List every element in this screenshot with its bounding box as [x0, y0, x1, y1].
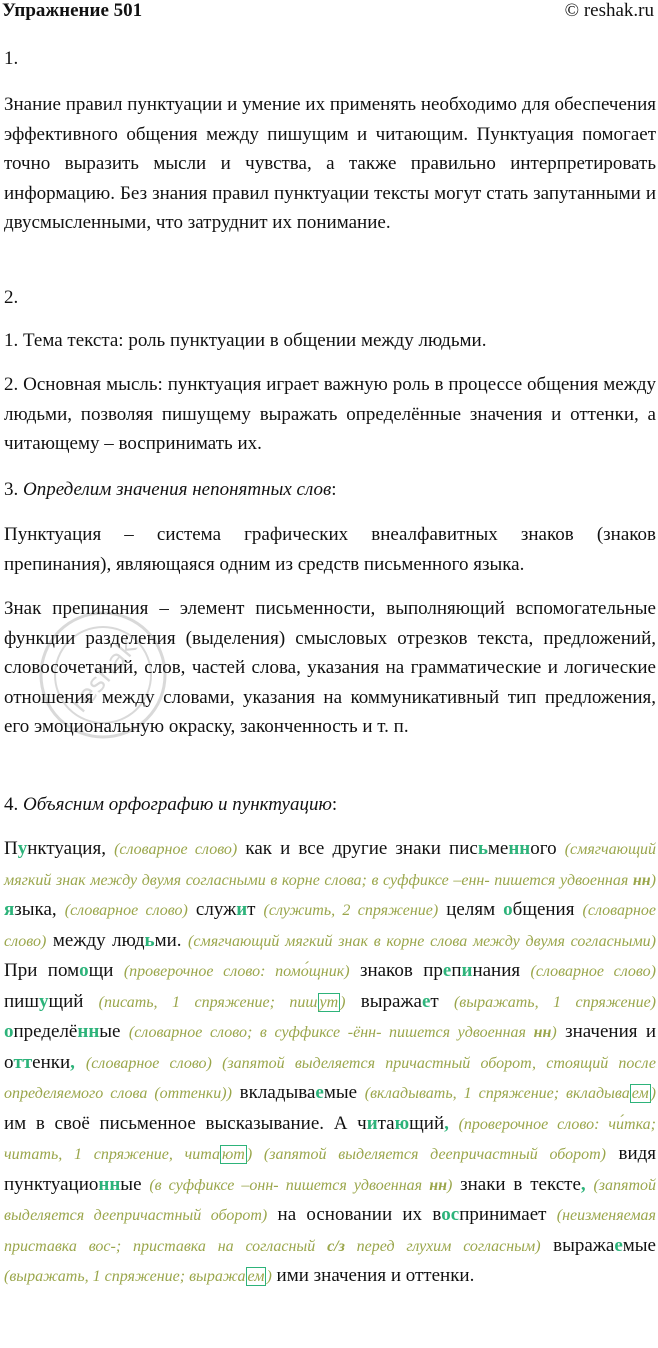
site-brand: © reshak.ru — [564, 0, 654, 21]
main-idea: 2. Основная мысль: пунктуация играет важную роль в процессе общения между людьми, позволяя пишущему выражать определённые значения и оттенки, а читающему – воспринимать их. — [4, 374, 656, 454]
header — [2, 0, 654, 22]
definition-punctuation-mark: Знак препинания – элемент письменности, выполняющий вспомогательные функции разделения (выделения) смысловых отрезков текста, предложений, словосочетаний, слов, частей слова, указания на грамматические и логические отношения между словами, указания на коммуникативный тип предложения, его эмоциональную окраску, законченность и т. п. — [4, 598, 656, 737]
section-4-title: Объясним орфографию и пунктуацию — [23, 794, 332, 815]
section-1-text: Знание правил пунктуации и умение их применять необходимо для обеспечения эффективного общения между пишущим и читающим. Пунктуация помогает точно выразить мысли и чувства, а также правильно интерпретировать информацию. Без знания правил пунктуации тексты могут стать запутанными и двусмысленными, что затруднит их понимание. — [4, 94, 656, 233]
definition-punctuation: Пунктуация – система графических внеалфавитных знаков (знаков препинания), являющаяся одним из средств письменного языка. — [4, 524, 656, 575]
section-4-number: 4. — [4, 794, 19, 815]
svg-text:reshak: reshak — [64, 632, 144, 719]
section-4-heading — [4, 790, 656, 820]
section-1-number: 1. — [4, 48, 19, 69]
section-3-heading — [4, 475, 656, 505]
text-theme: 1. Тема текста: роль пунктуации в общении между людьми. — [4, 330, 487, 351]
section-3-number: 3. — [4, 479, 19, 500]
annotated-text: Пунктуация, (словарное слово) как и все другие знаки письменного (смягчающий мягкий знак между двумя согласными в корне слова; в суффиксе –енн- пишется удвоенная нн) языка, (словарное слово) служит (служить, 2 спряжение) целям общения (словарное слово) между людьми. (смягчающий мягкий знак в корне слова между двумя согласными) При помощи (проверочное слово: помо́щник) знаков препинания (словарное слово) пишущий (писать, 1 спряжение; пиш ут ) выражает (выражать, 1 спряжение) определённые (словарное слово; в суффиксе -ённ- пишется удвоенная нн) значения и оттенки, (словарное слово) (запятой выделяется причастный оборот, стоящий после определяемого слова (оттенки)) вкладываемые (вкладывать, 1 спряжение; вкладыва ем ) им в своё письменное высказывание. А читающий, (проверочное слово: чи́тка; читать, 1 спряжение, чита ют ) (запятой выделяется деепричастный оборот) видя пунктуационные (в суффиксе –онн- пишется удвоенная нн) знаки в тексте, (запятой выделяется деепричастный оборот) на основании их воспринимает (неизменяемая приставка вос-; приставка на согласный с/з перед глухим согласным) выражаемые (выражать, 1 спряжение; выража ем ) ими значения и оттенки. — [4, 838, 657, 1286]
section-2-number: 2. — [4, 287, 19, 308]
exercise-title: Упражнение 501 — [2, 0, 143, 21]
section-4-colon: : — [331, 794, 338, 815]
section-3-colon: : — [331, 479, 337, 500]
section-3-title: Определим значения непонятных слов — [23, 479, 332, 500]
